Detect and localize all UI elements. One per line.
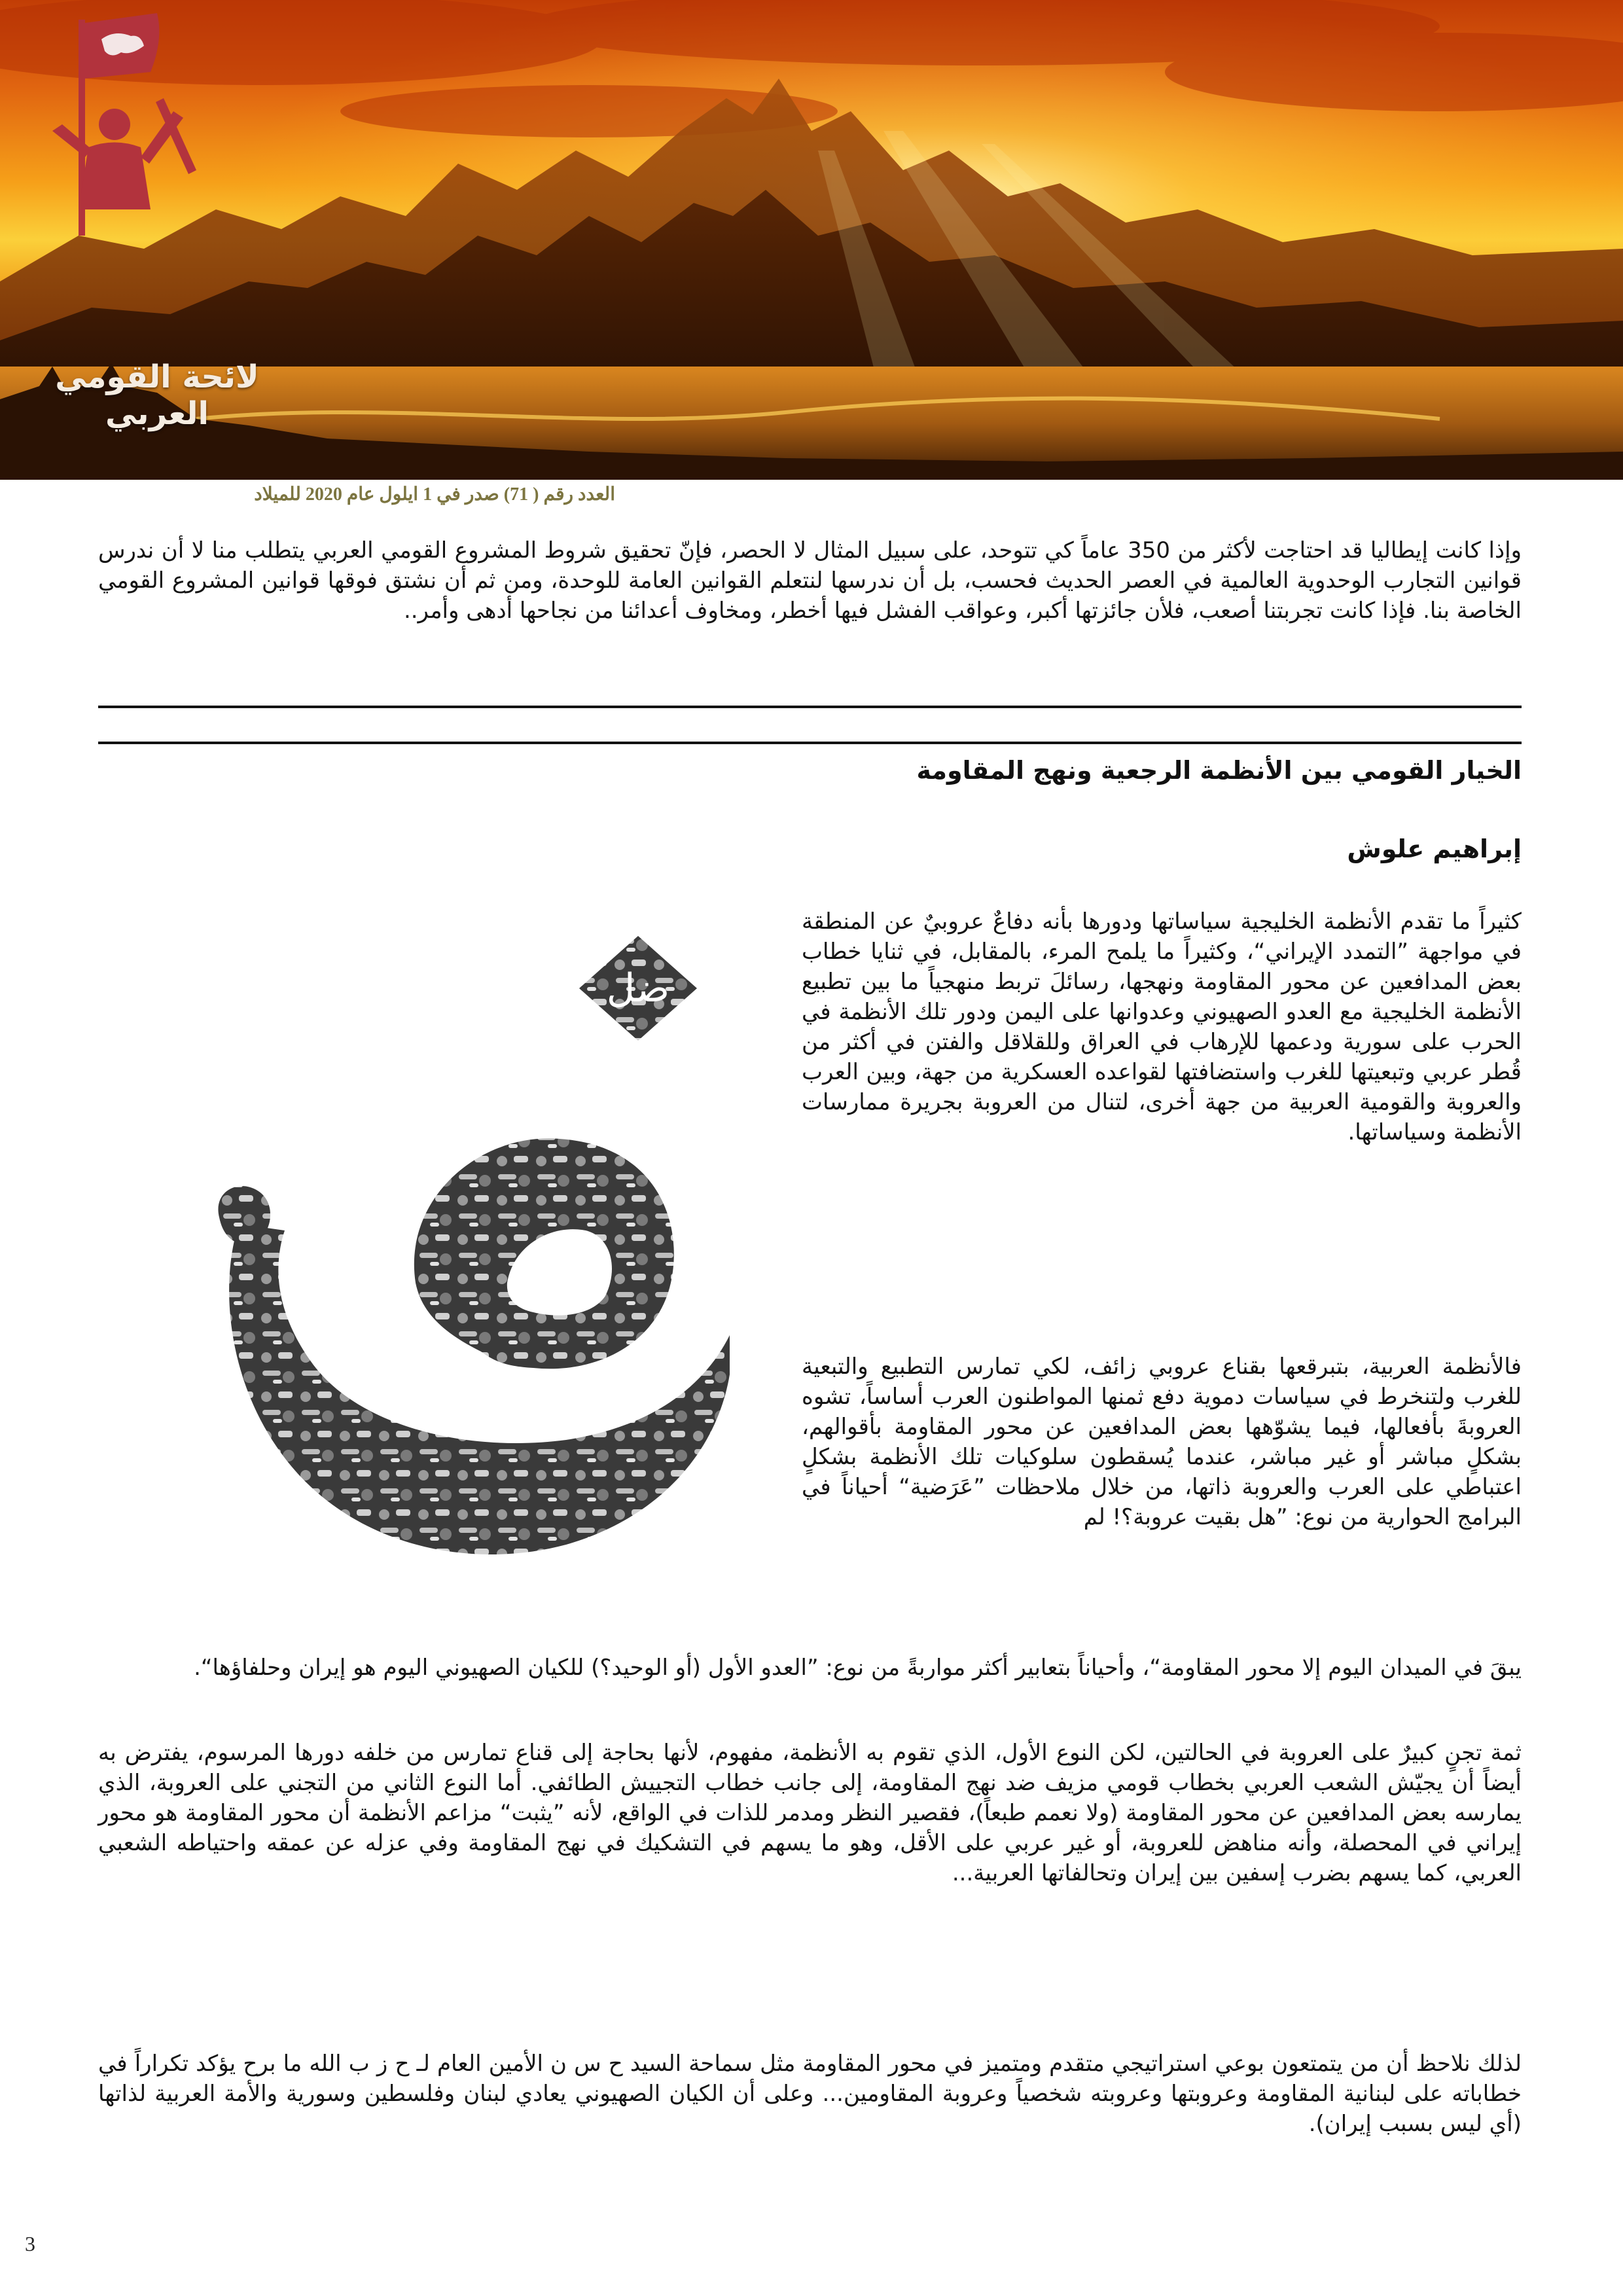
article-paragraph-1: كثيراً ما تقدم الأنظمة الخليجية سياساتها ودورها بأنه دفاعٌ عروبيٌ عن المنطقة في مواجهة ”التمدد الإيراني“، وكثيراً ما يلمح المرء، بالمقابل، في ثنايا خطاب بعض المدافعين عن محور المقاومة ونهجها، رسائلَ تربط منهجياً ما بين تطبيع الأنظمة الخليجية مع العدو الصهيوني وعدوانها على اليمن ودور تلك الأنظمة في الحرب على سورية ودعمها للإرهاب في العراق وللقلاقل والفتن في أكثر من قُطر عربي وتبعيتها للغرب واستضافتها لقواعده العسكرية من جهة، وبين العرب والعروبة والقومية العربية من جهة أخرى، لتنال من العروبة بجريرة ممارسات الأنظمة وسياساتها. [802, 908, 1522, 1145]
article-paragraph-2-continued: يبقَ في الميدان اليوم إلا محور المقاومة“، وأحياناً بتعابير أكثر مواربةً من نوع: ”العدو الأول (أو الوحيد؟) للكيان الصهيوني اليوم هو إيران وحلفاؤها“. [194, 1655, 1522, 1681]
small-diamond-glyph [579, 936, 697, 1041]
calligraphy-letter-figure [141, 916, 769, 1630]
main-letter-glyph [218, 1138, 730, 1554]
article-paragraph-2: فالأنظمة العربية، بتبرقعها بقناع عروبي زائف، لكي تمارس التطبيع والتبعية للغرب ولتنخرط في سياسات دموية دفع ثمنها المواطنون العرب أساساً، تشوه العروبةَ بأفعالها، فيما يشوّهها بعض المدافعين عن محور المقاومة بأقوالهم، بشكلٍ مباشر أو غير مباشر، عندما يُسقطون سلوكيات تلك الأنظمة بشكلٍ اعتباطي على العرب والعروبة ذاتها، من خلال ملاحظات ”عَرَضية“ أحياناً في البرامج الحوارية من نوع: ”هل بقيت عروبة؟! لم [802, 1354, 1522, 1530]
divider-bottom [98, 742, 1522, 744]
intro-paragraph: وإذا كانت إيطاليا قد احتاجت لأكثر من 350 عاماً كي تتوحد، على سبيل المثال لا الحصر، فإنّ تحقيق شروط المشروع القومي العربي يتطلب منا لا أن ندرس قوانين التجارب الوحدوية العالمية في العصر الحديث فحسب، بل أن ندرسها لنتعلم القوانين العامة للوحدة، ومن ثم أن نشتق فوقها قوانين المشروع القومي الخاصة بنا. فإذا كانت تجربتنا أصعب، فلأن جائزتها أكبر، وعواقب الفشل فيها أخطر، ومخاوف أعدائنا من نجاحها أدهى وأمر.. [98, 537, 1522, 624]
header-banner [0, 0, 1623, 480]
organization-logo [0, 0, 268, 255]
article-title: الخيار القومي بين الأنظمة الرجعية ونهج المقاومة [916, 756, 1522, 785]
article-author: إبراهيم علوش [1347, 834, 1522, 863]
article-paragraph-3: ثمة تجنٍ كبيرٌ على العروبة في الحالتين، لكن النوع الأول، الذي تقوم به الأنظمة، مفهوم، لأنها بحاجة إلى قناع تمارس من خلفه دورها المرسوم، يفترض به أيضاً أن يجيّش الشعب العربي بخطاب قومي مزيف ضد نهج المقاومة، إلى جانب خطاب التجييش الطائفي. أما النوع الثاني من التجني على العروبة، الذي يمارسه بعض المدافعين عن محور المقاومة (ولا نعمم طبعاً)، فقصير النظر ومدمر للذات في الواقع، لأنه ”يثبت“ مزاعم الأنظمة أن محور المقاومة هو محور إيراني في المحصلة، وأنه مناهض للعروبة، أو غير عربي على الأقل، وهو ما يسهم في التشكيك في نهج المقاومة وفي عزله عن عمقه واحتياطه الشعبي العربي، كما يسهم بضرب إسفين بين إيران وتحالفاتها العربية... [98, 1740, 1522, 1886]
divider-top [98, 706, 1522, 708]
issue-line: العدد رقم ( 71) صدر في 1 ايلول عام 2020 للميلاد [254, 484, 615, 505]
page-number: 3 [25, 2232, 35, 2255]
figure-head-icon [99, 109, 130, 140]
svg-text:ضل: ضل [606, 965, 670, 1011]
figure-body-icon [79, 143, 151, 210]
logo-text: لائحة القومي العربي [55, 359, 259, 432]
article-paragraph-4: لذلك نلاحظ أن من يتمتعون بوعي استراتيجي متقدم ومتميز في محور المقاومة مثل سماحة السيد ح س ن الأمين العام لـ ح ز ب الله ما برح يؤكد تكراراً في خطاباته على لبنانية المقاومة وعروبتها وعروبته شخصياً وعروبة المقاومين... وعلى أن الكيان الصهيوني يعادي لبنان وفلسطين وسورية والأمة العربية لذاتها (أي ليس بسبب إيران). [98, 2051, 1522, 2137]
